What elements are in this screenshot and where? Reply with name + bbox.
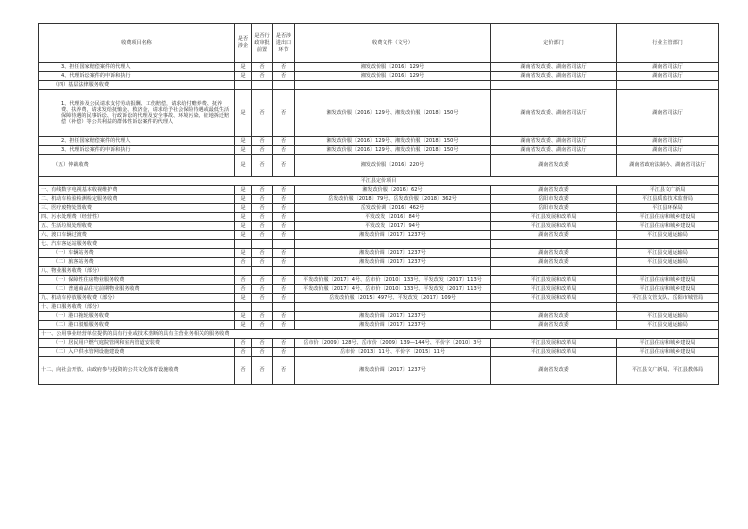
authority-cell: 平江县交通运输局 xyxy=(617,258,719,267)
authority-cell: 湖南省司法厅 xyxy=(617,63,719,72)
import-cell: 否 xyxy=(273,294,295,303)
involve-cell: 是 xyxy=(235,222,252,231)
item-name: 4、代理诉讼案件的申诉和执行 xyxy=(39,72,235,81)
approve-cell: 否 xyxy=(252,146,273,155)
import-cell xyxy=(273,81,295,90)
item-name: 十一、公用事业经营单位提供的具有行业或技术垄断的具有主营业务相关的服务收费 xyxy=(39,330,719,339)
approve-cell: 否 xyxy=(252,63,273,72)
authority-cell: 湖南省司法厅 xyxy=(617,72,719,81)
authority-cell xyxy=(617,267,719,276)
involve-cell: 是 xyxy=(235,249,252,258)
authority-cell: 平江县文广新局、平江县教体局 xyxy=(617,357,719,385)
involve-cell: 否 xyxy=(235,276,252,285)
pricing-cell: 湖南省发改委、湖南省司法厅 xyxy=(491,146,617,155)
item-name: 四、污水处理费（经营性） xyxy=(39,213,235,222)
doc-cell: 湘发改价调〔2017〕1237号 xyxy=(295,258,491,267)
approve-cell: 否 xyxy=(252,258,273,267)
involve-cell: 是 xyxy=(235,186,252,195)
doc-cell: 平发改价服〔2017〕4号、岳市价〔2010〕133号、平发改发〔2017〕113号 xyxy=(295,276,491,285)
authority-cell: 平江县住房和城乡建设局 xyxy=(617,213,719,222)
involve-cell xyxy=(235,303,252,312)
involve-cell: 是 xyxy=(235,90,252,137)
import-cell: 否 xyxy=(273,213,295,222)
doc-cell: 湘发改价服〔2016〕129号、湘发改价服〔2018〕150号 xyxy=(295,90,491,137)
pricing-cell: 湖南省发改委、湖南省司法厅 xyxy=(491,90,617,137)
table-row xyxy=(39,276,719,285)
doc-cell xyxy=(295,81,491,90)
import-cell: 否 xyxy=(273,348,295,357)
approve-cell xyxy=(252,303,273,312)
approve-cell: 否 xyxy=(252,357,273,385)
import-cell xyxy=(273,267,295,276)
import-cell: 否 xyxy=(273,339,295,348)
table-row xyxy=(39,81,719,90)
item-name: （四）基层法律服务收费 xyxy=(39,81,235,90)
item-name: （二）港口驳船服务收费 xyxy=(39,321,235,330)
table-row xyxy=(39,137,719,146)
authority-cell: 平江县交通运输局 xyxy=(617,249,719,258)
involve-cell: 否 xyxy=(235,348,252,357)
approve-cell: 否 xyxy=(252,195,273,204)
header-fee-document: 收费文件（文号） xyxy=(295,24,491,63)
import-cell: 否 xyxy=(273,186,295,195)
pricing-cell: 湖南省发改委 xyxy=(491,231,617,240)
table-row xyxy=(39,267,719,276)
import-cell: 否 xyxy=(273,195,295,204)
item-name: （一）车辆站务费 xyxy=(39,249,235,258)
pricing-cell xyxy=(491,267,617,276)
authority-cell: 平江县住房和城乡建设局 xyxy=(617,348,719,357)
fee-table xyxy=(38,23,719,385)
doc-cell: 湘发改价服〔2016〕129号、湘发改价服〔2018〕150号 xyxy=(295,146,491,155)
authority-cell: 湖南省司法厅 xyxy=(617,146,719,155)
authority-cell: 平江县文广新局 xyxy=(617,186,719,195)
pricing-cell: 平江县发展和改革局 xyxy=(491,348,617,357)
approve-cell: 否 xyxy=(252,155,273,177)
pricing-cell: 湖南省发改委 xyxy=(491,258,617,267)
item-name: 十、港口服务收费（部分） xyxy=(39,303,235,312)
approve-cell xyxy=(252,240,273,249)
authority-cell: 平江县质监技术监督局 xyxy=(617,195,719,204)
doc-cell: 湘发改价服〔2016〕129号 xyxy=(295,72,491,81)
approve-cell: 否 xyxy=(252,312,273,321)
authority-cell: 平江县环保局 xyxy=(617,204,719,213)
import-cell: 否 xyxy=(273,155,295,177)
table-row xyxy=(39,72,719,81)
doc-cell: 岳市价〔2009〕128号、岳市价〔2009〕139—144号、平价字〔2010〕3号 xyxy=(295,339,491,348)
approve-cell: 否 xyxy=(252,222,273,231)
doc-cell: 平发改发〔2017〕94号 xyxy=(295,222,491,231)
item-name: 3、代理诉讼案件的申诉和执行 xyxy=(39,146,235,155)
pricing-cell: 湖南省发改委 xyxy=(491,357,617,385)
item-name: 十二、向社会开放、由政府参与投资的公共文化体育设施收费 xyxy=(39,357,235,385)
involve-cell: 是 xyxy=(235,72,252,81)
involve-cell xyxy=(235,240,252,249)
table-row xyxy=(39,357,719,385)
doc-cell: 湘发改价调〔2017〕1237号 xyxy=(295,249,491,258)
import-cell: 否 xyxy=(273,146,295,155)
pricing-cell: 湖南省发改委 xyxy=(491,155,617,177)
doc-cell xyxy=(295,267,491,276)
item-name: 八、物业服务收费（部分） xyxy=(39,267,235,276)
doc-cell: 湘发改价调〔2017〕1237号 xyxy=(295,231,491,240)
approve-cell: 否 xyxy=(252,186,273,195)
table-row xyxy=(39,186,719,195)
involve-cell: 是 xyxy=(235,137,252,146)
pricing-cell xyxy=(491,81,617,90)
import-cell: 否 xyxy=(273,357,295,385)
table-row xyxy=(39,231,719,240)
pricing-cell: 岳阳市发改委 xyxy=(491,195,617,204)
header-authority: 行业主管部门 xyxy=(617,24,719,63)
pricing-cell: 平江县发展和改革局 xyxy=(491,213,617,222)
table-row xyxy=(39,321,719,330)
involve-cell: 是 xyxy=(235,195,252,204)
section-title-row xyxy=(39,177,719,186)
fee-table-page xyxy=(38,23,718,385)
approve-cell: 否 xyxy=(252,249,273,258)
authority-cell: 平江县交通运输局 xyxy=(617,231,719,240)
doc-cell: 平发改价服〔2017〕4号、岳市价〔2010〕133号、平发改发〔2017〕113号 xyxy=(295,285,491,294)
approve-cell: 否 xyxy=(252,348,273,357)
approve-cell: 否 xyxy=(252,231,273,240)
item-name: 二、机动车检验检测检定服务收费 xyxy=(39,195,235,204)
import-cell: 否 xyxy=(273,321,295,330)
item-name: （二）普通商品住宅前期物业服务收费 xyxy=(39,285,235,294)
authority-cell: 湖南省司法厅 xyxy=(617,137,719,146)
doc-cell: 岳市价〔2013〕11号、平价字〔2015〕11号 xyxy=(295,348,491,357)
involve-cell: 是 xyxy=(235,146,252,155)
authority-cell: 湖南省政府法制办、湖南省司法厅 xyxy=(617,155,719,177)
item-name: （一）保障性住房物业服务收费 xyxy=(39,276,235,285)
item-name: （一）港口拖轮服务收费 xyxy=(39,312,235,321)
import-cell: 否 xyxy=(273,72,295,81)
item-name: 五、生活垃圾处理收费 xyxy=(39,222,235,231)
involve-cell: 是 xyxy=(235,63,252,72)
import-cell: 否 xyxy=(273,285,295,294)
table-row xyxy=(39,90,719,137)
import-cell: 否 xyxy=(273,63,295,72)
involve-cell xyxy=(235,81,252,90)
pricing-cell: 湖南省发改委、湖南省司法厅 xyxy=(491,72,617,81)
pricing-cell: 湖南省发改委 xyxy=(491,249,617,258)
import-cell: 否 xyxy=(273,90,295,137)
item-name: （二）入户供水管网设施建设费 xyxy=(39,348,235,357)
table-row xyxy=(39,155,719,177)
approve-cell: 否 xyxy=(252,285,273,294)
approve-cell: 否 xyxy=(252,137,273,146)
import-cell: 否 xyxy=(273,137,295,146)
import-cell: 否 xyxy=(273,312,295,321)
authority-cell: 平江县交通运输局 xyxy=(617,312,719,321)
doc-cell: 岳发改价服〔2018〕79号、岳发改价服〔2018〕362号 xyxy=(295,195,491,204)
item-name: （一）居民用户燃气庭院管网和室内管道安装费 xyxy=(39,339,235,348)
pricing-cell: 湖南省发改委、湖南省司法厅 xyxy=(491,137,617,146)
authority-cell xyxy=(617,240,719,249)
involve-cell: 是 xyxy=(235,231,252,240)
involve-cell: 否 xyxy=(235,258,252,267)
pricing-cell: 平江县发展和改革局 xyxy=(491,276,617,285)
item-name: 六、渡口车辆过渡费 xyxy=(39,231,235,240)
pricing-cell: 平江县发展和改革局 xyxy=(491,294,617,303)
involve-cell: 是 xyxy=(235,155,252,177)
doc-cell: 岳发改价调〔2016〕462号 xyxy=(295,204,491,213)
approve-cell: 否 xyxy=(252,321,273,330)
authority-cell: 平江县交通运输局 xyxy=(617,321,719,330)
authority-cell: 平江县住房和城乡建设局 xyxy=(617,339,719,348)
item-name: 一、有线数字电视基本收视维护费 xyxy=(39,186,235,195)
pricing-cell: 湖南省发改委 xyxy=(491,321,617,330)
doc-cell: 湘发改价调〔2017〕1237号 xyxy=(295,357,491,385)
table-row xyxy=(39,330,719,339)
involve-cell: 是 xyxy=(235,312,252,321)
pricing-cell: 湖南省发改委、湖南省司法厅 xyxy=(491,63,617,72)
import-cell xyxy=(273,240,295,249)
table-row xyxy=(39,213,719,222)
authority-cell: 湖南省司法厅 xyxy=(617,90,719,137)
header-pricing-dept: 定价部门 xyxy=(491,24,617,63)
pricing-cell xyxy=(491,240,617,249)
involve-cell: 否 xyxy=(235,339,252,348)
header-admin-approval: 是否行政审批前置 xyxy=(252,24,273,63)
item-name: 3、担任国家赔偿案件的代理人 xyxy=(39,63,235,72)
import-cell: 否 xyxy=(273,231,295,240)
approve-cell: 否 xyxy=(252,294,273,303)
authority-cell: 平江县住房和城乡建设局 xyxy=(617,276,719,285)
authority-cell: 平江县住房和城乡建设局 xyxy=(617,285,719,294)
involve-cell: 是 xyxy=(235,204,252,213)
authority-cell: 平江县文管支队、岳阳市城管局 xyxy=(617,294,719,303)
table-row xyxy=(39,146,719,155)
authority-cell xyxy=(617,303,719,312)
doc-cell: 湘发改价服〔2016〕220号 xyxy=(295,155,491,177)
section-title: 平江县定价项目 xyxy=(39,177,719,186)
doc-cell: 湘发改价服〔2016〕129号、湘发改价服〔2018〕150号 xyxy=(295,137,491,146)
import-cell: 否 xyxy=(273,276,295,285)
item-name: （五）仲裁收费 xyxy=(39,155,235,177)
authority-cell xyxy=(617,81,719,90)
involve-cell: 是 xyxy=(235,213,252,222)
approve-cell: 否 xyxy=(252,204,273,213)
table-header-row xyxy=(39,24,719,63)
import-cell: 否 xyxy=(273,222,295,231)
header-involve-enterprise: 是否涉企 xyxy=(235,24,252,63)
table-row xyxy=(39,258,719,267)
item-name: 三、医疗废物处置收费 xyxy=(39,204,235,213)
doc-cell xyxy=(295,303,491,312)
doc-cell xyxy=(295,240,491,249)
approve-cell: 否 xyxy=(252,339,273,348)
table-row xyxy=(39,63,719,72)
approve-cell xyxy=(252,81,273,90)
authority-cell: 平江县住房和城乡建设局 xyxy=(617,222,719,231)
pricing-cell: 岳阳市发改委 xyxy=(491,204,617,213)
table-row xyxy=(39,240,719,249)
involve-cell: 是 xyxy=(235,294,252,303)
table-row xyxy=(39,285,719,294)
involve-cell: 否 xyxy=(235,357,252,385)
doc-cell: 湘发改价调〔2017〕1237号 xyxy=(295,312,491,321)
doc-cell: 湘发改价服〔2016〕129号 xyxy=(295,63,491,72)
item-name: （二）旅客站务费 xyxy=(39,258,235,267)
table-row xyxy=(39,249,719,258)
approve-cell: 否 xyxy=(252,72,273,81)
pricing-cell xyxy=(491,303,617,312)
table-row xyxy=(39,348,719,357)
doc-cell: 平发改发〔2016〕84号 xyxy=(295,213,491,222)
pricing-cell: 平江县发展和改革局 xyxy=(491,222,617,231)
approve-cell: 否 xyxy=(252,213,273,222)
import-cell: 否 xyxy=(273,249,295,258)
header-item-name: 收费项目名称 xyxy=(39,24,235,63)
table-row xyxy=(39,195,719,204)
involve-cell: 是 xyxy=(235,321,252,330)
approve-cell xyxy=(252,267,273,276)
import-cell: 否 xyxy=(273,204,295,213)
pricing-cell: 平江县发展和改革局 xyxy=(491,339,617,348)
pricing-cell: 湖南省发改委 xyxy=(491,186,617,195)
table-row xyxy=(39,294,719,303)
import-cell: 否 xyxy=(273,258,295,267)
table-row xyxy=(39,303,719,312)
doc-cell: 湘发改价服〔2016〕62号 xyxy=(295,186,491,195)
table-row xyxy=(39,312,719,321)
table-row xyxy=(39,339,719,348)
pricing-cell: 湖南省发改委 xyxy=(491,312,617,321)
approve-cell: 否 xyxy=(252,276,273,285)
table-row xyxy=(39,222,719,231)
item-name: 九、机动车停放服务收费（部分） xyxy=(39,294,235,303)
header-import-export: 是否涉进出口环节 xyxy=(273,24,295,63)
doc-cell: 湘发改价调〔2017〕1237号 xyxy=(295,321,491,330)
approve-cell: 否 xyxy=(252,90,273,137)
involve-cell xyxy=(235,267,252,276)
involve-cell: 否 xyxy=(235,285,252,294)
import-cell xyxy=(273,303,295,312)
item-name: 2、担任国家赔偿案件的代理人 xyxy=(39,137,235,146)
item-name: 七、汽车客运站服务收费 xyxy=(39,240,235,249)
pricing-cell: 平江县发展和改革局 xyxy=(491,285,617,294)
item-name: 1、代理涉及公民请求支付劳动报酬、工伤赔偿，请求给付赡养费、抚养费、扶养费，请求发给抚恤金、救济金，请求给予社会保险待遇或最低生活保障待遇的民事诉讼、行政诉讼的代理及安全事故、环境污染、征地拆迁赔偿（补偿）等公共利益的群体性诉讼案件的代理人 xyxy=(39,90,235,137)
doc-cell: 岳发改价服〔2015〕497号、平发改发〔2017〕109号 xyxy=(295,294,491,303)
table-row xyxy=(39,204,719,213)
